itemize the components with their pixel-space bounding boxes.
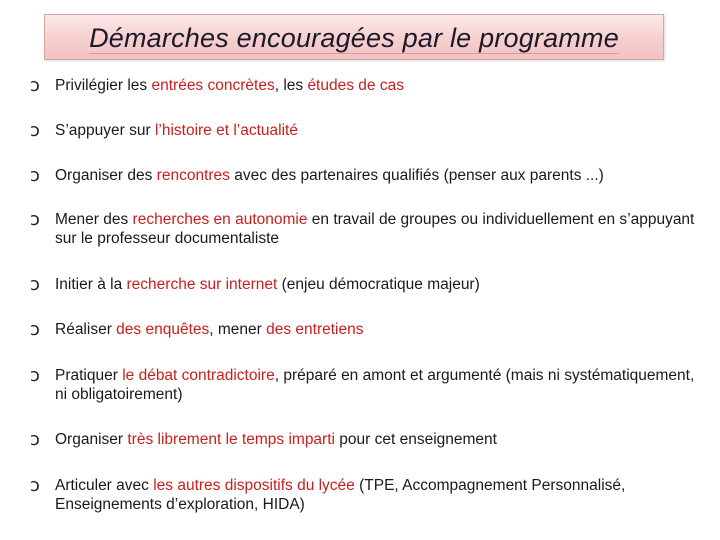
- list-item-text: [55, 476, 705, 514]
- list-item-segment: Organiser des: [55, 167, 157, 184]
- list-item-segment: Organiser: [55, 431, 128, 448]
- list-item-segment: , mener: [209, 321, 267, 338]
- list-item-text: [55, 275, 705, 294]
- list-item-segment: Initier à la: [55, 276, 127, 293]
- list-item-segment: en travail de groupes ou individuellement en s’appuyant sur le professeur documentaliste: [55, 211, 695, 247]
- list-item-segment: S’appuyer sur: [55, 122, 155, 139]
- list-item-text: [55, 121, 705, 140]
- bullet-icon: ↄ: [30, 75, 40, 96]
- bullet-icon: ↄ: [30, 429, 40, 450]
- list-item-segment: , préparé en amont et argumenté (mais ni systématiquement, ni obligatoirement): [55, 367, 695, 403]
- list-item-segment: , les: [274, 77, 308, 94]
- bullet-icon: ↄ: [30, 120, 40, 141]
- list-item-segment: avec des partenaires qualifiés (penser aux parents ...): [229, 167, 604, 184]
- list-item-segment: (TPE, Accompagnement Personnalisé, Enseignements d’exploration, HIDA): [55, 477, 626, 513]
- highlighted-text: l’histoire et l’actualité: [154, 122, 298, 139]
- list-item-segment: Réaliser: [55, 321, 117, 338]
- page-title-text: Démarches encouragées par le programme: [89, 23, 619, 53]
- page-title: [45, 23, 663, 54]
- list-item-segment: Pratiquer: [55, 367, 123, 384]
- highlighted-text: recherche sur internet: [126, 276, 278, 293]
- highlighted-text: entrées concrètes: [151, 77, 275, 94]
- highlighted-text: le débat contradictoire: [122, 367, 275, 384]
- list-item-text: [55, 320, 705, 339]
- list-item-text: [55, 166, 705, 185]
- highlighted-text: des enquêtes: [116, 321, 210, 338]
- bullet-icon: ↄ: [30, 274, 40, 295]
- bullet-icon: ↄ: [30, 165, 40, 186]
- highlighted-text: rencontres: [156, 167, 230, 184]
- bullet-icon: ↄ: [30, 319, 40, 340]
- highlighted-text: très librement le temps imparti: [127, 431, 335, 448]
- list-item-text: [55, 76, 705, 95]
- bullet-icon: ↄ: [30, 475, 40, 496]
- list-item-segment: pour cet enseignement: [334, 431, 497, 448]
- highlighted-text: études de cas: [307, 77, 404, 94]
- list-item-segment: Privilégier les: [55, 77, 152, 94]
- list-item-text: [55, 366, 705, 404]
- bullet-icon: ↄ: [30, 365, 40, 386]
- highlighted-text: les autres dispositifs du lycée: [153, 477, 355, 494]
- bullet-icon: ↄ: [30, 209, 40, 230]
- highlighted-text: recherches en autonomie: [132, 211, 308, 228]
- list-item-segment: Mener des: [55, 211, 133, 228]
- list-item-text: [55, 430, 705, 449]
- title-box: [44, 14, 664, 60]
- list-item-text: [55, 210, 705, 248]
- highlighted-text: des entretiens: [266, 321, 364, 338]
- list-item-segment: Articuler avec: [55, 477, 154, 494]
- list-item-segment: (enjeu démocratique majeur): [277, 276, 480, 293]
